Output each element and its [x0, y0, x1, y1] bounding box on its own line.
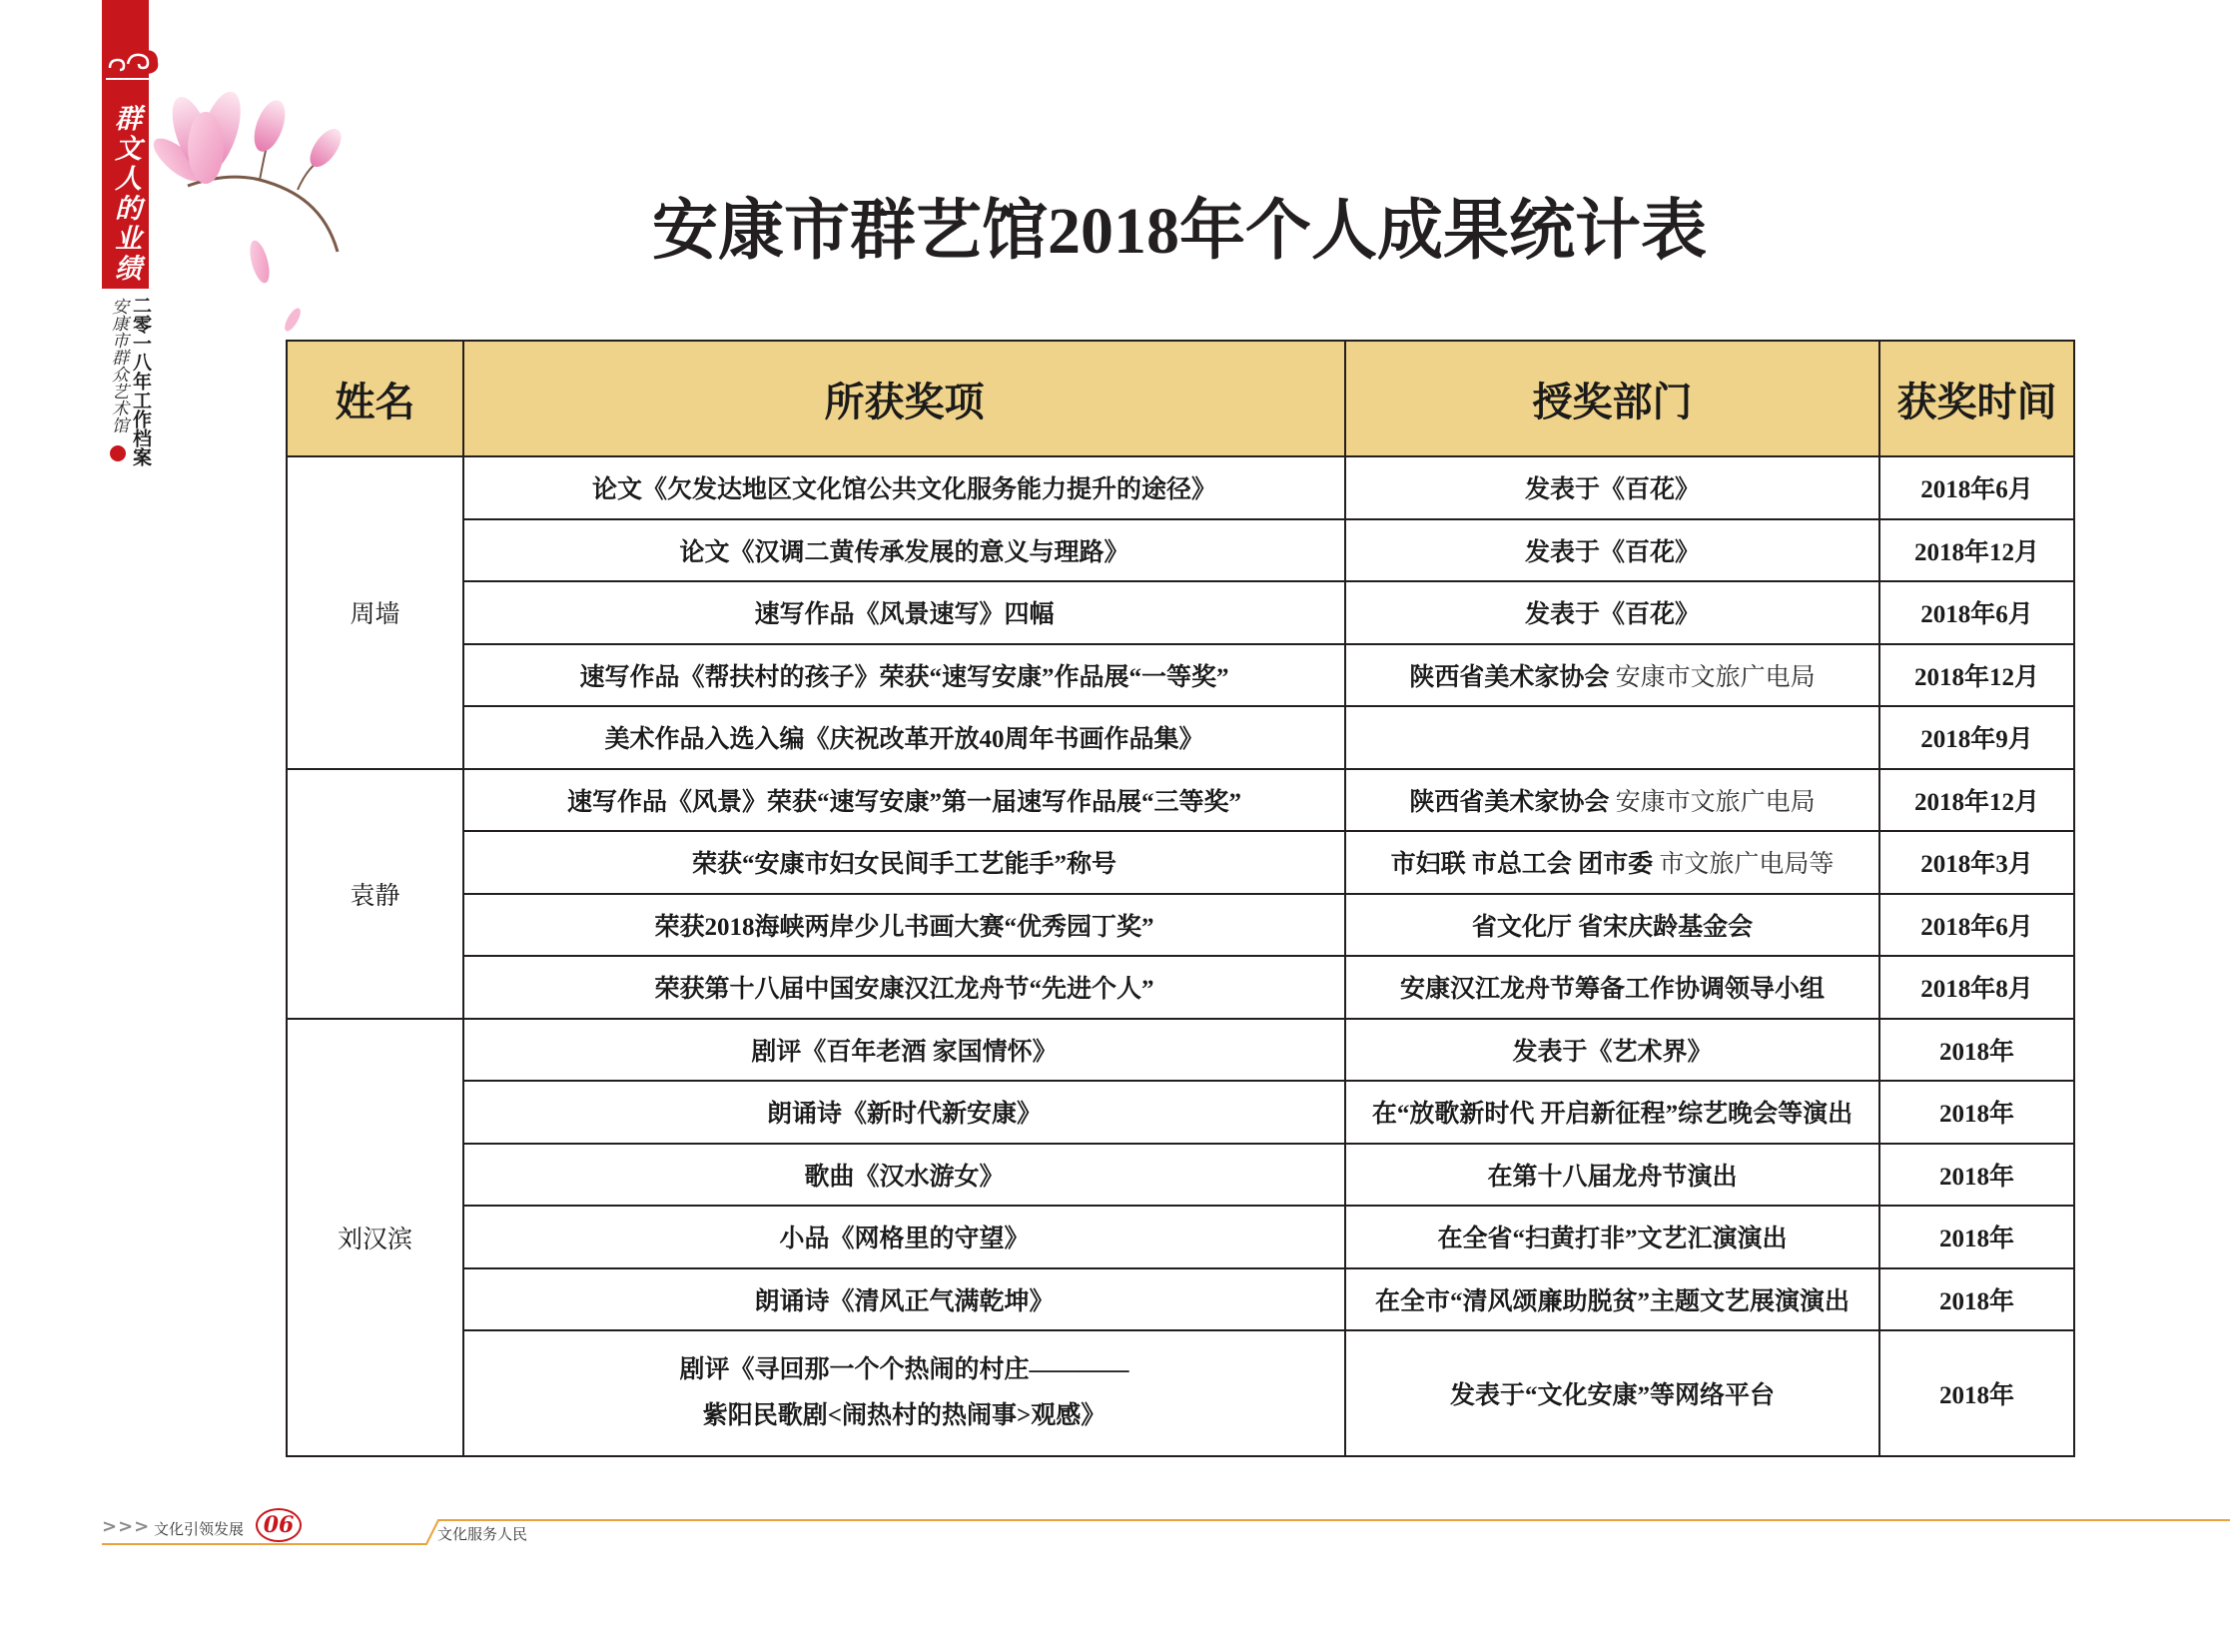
dept-primary: 陕西省美术家协会 [1409, 788, 1610, 816]
dept-cell [1345, 706, 1879, 769]
award-cell: 论文《汉调二黄传承发展的意义与理路》 [463, 519, 1345, 582]
dept-cell: 在第十八届龙舟节演出 [1345, 1144, 1879, 1207]
large-bloom [148, 87, 249, 189]
time-cell: 2018年6月 [1879, 456, 2074, 519]
footer-right-slogan: 文化服务人民 [437, 1526, 528, 1543]
dept-cell: 发表于《百花》 [1345, 519, 1879, 582]
table-row [287, 706, 2074, 769]
table-row [287, 1081, 2074, 1144]
dept-cell [1345, 644, 1879, 707]
time-cell: 2018年6月 [1879, 581, 2074, 644]
time-cell: 2018年 [1879, 1144, 2074, 1207]
table-row [287, 1206, 2074, 1268]
time-cell: 2018年8月 [1879, 956, 2074, 1019]
archive-label: 二零一八年工作档案 [130, 296, 151, 466]
award-cell: 论文《欠发达地区文化馆公共文化服务能力提升的途径》 [463, 456, 1345, 519]
dept-cell: 在“放歌新时代 开启新征程”综艺晚会等演出 [1345, 1081, 1879, 1144]
table-row [287, 1019, 2074, 1082]
header-time: 获奖时间 [1879, 341, 2074, 456]
time-cell: 2018年12月 [1879, 644, 2074, 707]
table-row [287, 956, 2074, 1019]
header-name: 姓名 [287, 341, 463, 456]
table-row [287, 456, 2074, 519]
award-cell: 朗诵诗《清风正气满乾坤》 [463, 1268, 1345, 1331]
bud-right [304, 124, 347, 173]
award-cell: 荣获“安康市妇女民间手工艺能手”称号 [463, 831, 1345, 894]
name-cell: 刘汉滨 [287, 1019, 463, 1457]
header-row [287, 341, 2074, 456]
header-dept: 授奖部门 [1345, 341, 1879, 456]
dept-cell: 在全省“扫黄打非”文艺汇演演出 [1345, 1206, 1879, 1268]
award-cell [463, 1330, 1345, 1456]
page-number: 06 [256, 1508, 302, 1542]
table-row [287, 1268, 2074, 1331]
bud-middle [249, 96, 292, 156]
falling-petal [282, 306, 304, 334]
falling-petal [247, 239, 274, 286]
dept-cell [1345, 831, 1879, 894]
award-cell: 朗诵诗《新时代新安康》 [463, 1081, 1345, 1144]
dept-cell: 安康汉江龙舟节筹备工作协调领导小组 [1345, 956, 1879, 1019]
time-cell: 2018年3月 [1879, 831, 2074, 894]
time-cell: 2018年 [1879, 1081, 2074, 1144]
table-row [287, 519, 2074, 582]
award-cell: 速写作品《风景速写》四幅 [463, 581, 1345, 644]
award-cell: 美术作品入选入编《庆祝改革开放40周年书画作品集》 [463, 706, 1345, 769]
arrows-icon: >>> [102, 1516, 151, 1537]
header-award: 所获奖项 [463, 341, 1345, 456]
table-row [287, 1330, 2074, 1456]
name-cell: 袁静 [287, 769, 463, 1019]
footer-left-slogan: 文化引领发展 [154, 1521, 245, 1538]
org-label: 安康市群众艺术馆 [109, 298, 128, 433]
time-cell: 2018年9月 [1879, 706, 2074, 769]
time-cell: 2018年 [1879, 1019, 2074, 1082]
dept-primary: 市妇联 市总工会 团市委 [1390, 851, 1654, 879]
footer-divider-line [102, 1520, 2230, 1544]
award-cell: 剧评《百年老酒 家国情怀》 [463, 1019, 1345, 1082]
award-line-1: 剧评《寻回那一个个热闹的村庄———— [679, 1356, 1129, 1383]
time-cell: 2018年 [1879, 1268, 2074, 1331]
seal-icon [110, 445, 126, 461]
dept-secondary: 安康市文旅广电局 [1615, 662, 1816, 691]
time-cell: 2018年6月 [1879, 894, 2074, 957]
table-row [287, 581, 2074, 644]
award-line-2: 紫阳民歌剧<闹热村的热闹事>观感》 [702, 1402, 1107, 1429]
table-row [287, 1144, 2074, 1207]
award-cell: 速写作品《风景》荣获“速写安康”第一届速写作品展“三等奖” [463, 769, 1345, 832]
award-cell: 速写作品《帮扶村的孩子》荣获“速写安康”作品展“一等奖” [463, 644, 1345, 707]
magnolia-flower-icon [148, 40, 358, 340]
award-cell: 荣获第十八届中国安康汉江龙舟节“先进个人” [463, 956, 1345, 1019]
time-cell: 2018年 [1879, 1206, 2074, 1268]
dept-cell: 省文化厅 省宋庆龄基金会 [1345, 894, 1879, 957]
dept-secondary: 安康市文旅广电局 [1615, 787, 1816, 816]
dept-cell: 发表于《百花》 [1345, 581, 1879, 644]
time-cell: 2018年12月 [1879, 519, 2074, 582]
time-cell: 2018年 [1879, 1330, 2074, 1456]
dept-secondary: 市文旅广电局等 [1659, 850, 1835, 879]
table-row [287, 831, 2074, 894]
bloom-petal [188, 112, 224, 184]
award-cell: 小品《网格里的守望》 [463, 1206, 1345, 1268]
table-row [287, 894, 2074, 957]
award-cell: 歌曲《汉水游女》 [463, 1144, 1345, 1207]
dept-cell: 在全市“清风颂廉助脱贫”主题文艺展演演出 [1345, 1268, 1879, 1331]
award-cell: 荣获2018海峡两岸少儿书画大赛“优秀园丁奖” [463, 894, 1345, 957]
name-cell: 周墙 [287, 456, 463, 769]
table-row [287, 769, 2074, 832]
dept-cell: 发表于《艺术界》 [1345, 1019, 1879, 1082]
achievements-table [286, 340, 2075, 1457]
footer-divider [0, 1498, 2230, 1558]
dept-cell [1345, 769, 1879, 832]
dept-cell: 发表于“文化安康”等网络平台 [1345, 1330, 1879, 1456]
banner-title: 群文人的业绩 [111, 104, 141, 284]
table-row [287, 644, 2074, 707]
page-title: 安康市群艺馆2018年个人成果统计表 [652, 195, 1707, 268]
time-cell: 2018年12月 [1879, 769, 2074, 832]
dept-primary: 陕西省美术家协会 [1409, 663, 1610, 691]
dept-cell: 发表于《百花》 [1345, 456, 1879, 519]
